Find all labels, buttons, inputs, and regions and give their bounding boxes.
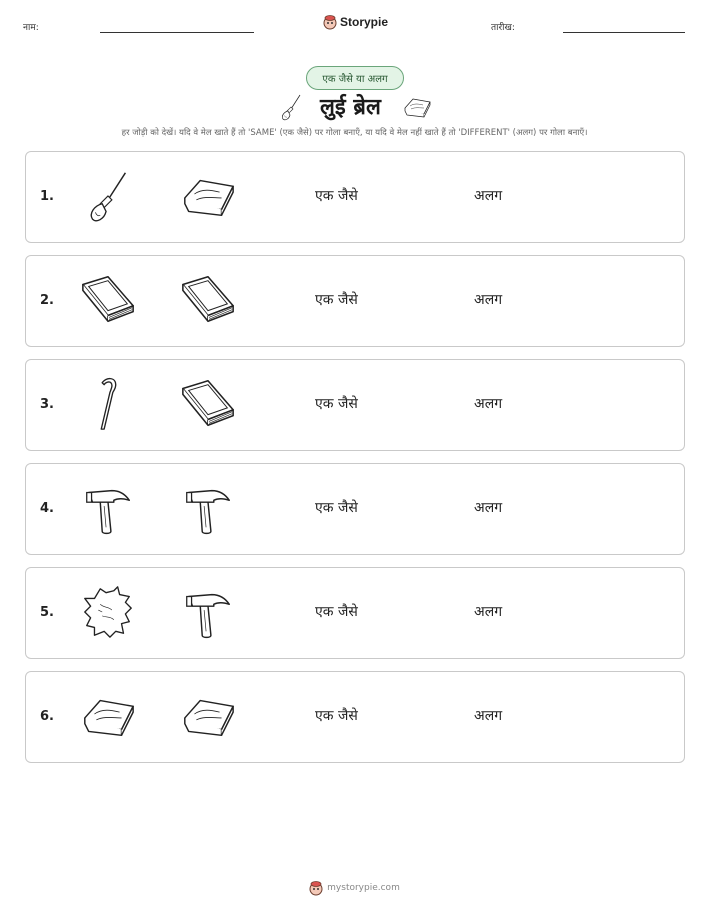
different-option[interactable]: अलग [474, 500, 503, 516]
book-icon [178, 270, 238, 330]
question-row-6 [25, 671, 685, 763]
question-row-2 [25, 255, 685, 347]
page-title: लुई ब्रेल [320, 95, 381, 120]
different-option[interactable]: अलग [474, 708, 503, 724]
name-line [100, 32, 254, 33]
awl-icon [78, 166, 138, 226]
question-number: 5. [40, 605, 54, 620]
hammer-icon [178, 478, 238, 538]
worksheet-header [0, 0, 709, 50]
slate-icon [178, 686, 238, 746]
worksheet-type-badge: एक जैसे या अलग [306, 66, 404, 90]
question-row-1 [25, 151, 685, 243]
hammer-icon [178, 582, 238, 642]
awl-icon [276, 92, 306, 122]
date-line [563, 32, 685, 33]
question-row-5 [25, 567, 685, 659]
same-option[interactable]: एक जैसे [315, 604, 358, 620]
same-option[interactable]: एक जैसे [315, 708, 358, 724]
question-row-4 [25, 463, 685, 555]
different-option[interactable]: अलग [474, 188, 503, 204]
same-option[interactable]: एक जैसे [315, 500, 358, 516]
cane-icon [78, 374, 138, 434]
question-number: 1. [40, 189, 54, 204]
slate-icon [178, 166, 238, 226]
footer-site: mystorypie.com [327, 883, 400, 893]
question-number: 3. [40, 397, 54, 412]
brand-logo [323, 14, 388, 30]
different-option[interactable]: अलग [474, 396, 503, 412]
instructions: हर जोड़ी को देखें। यदि वे मेल खाते हैं तो 'SAME' (एक जैसे) पर गोला बनाएँ, या यदि वे मेल नहीं खाते हैं तो 'DIFFERENT' (अलग) पर गोला बनाएँ। [121, 128, 588, 138]
question-number: 4. [40, 501, 54, 516]
different-option[interactable]: अलग [474, 604, 503, 620]
name-label: नाम: [23, 23, 39, 33]
question-row-3 [25, 359, 685, 451]
question-number: 6. [40, 709, 54, 724]
leather-hide-icon [78, 582, 138, 642]
question-number: 2. [40, 293, 54, 308]
storypie-mascot-icon [323, 14, 337, 30]
same-option[interactable]: एक जैसे [315, 396, 358, 412]
book-icon [78, 270, 138, 330]
book-icon [178, 374, 238, 434]
same-option[interactable]: एक जैसे [315, 292, 358, 308]
brand-name: Storypie [340, 15, 389, 29]
different-option[interactable]: अलग [474, 292, 503, 308]
slate-icon [402, 92, 432, 122]
slate-icon [78, 686, 138, 746]
storypie-mascot-icon [309, 880, 323, 896]
date-label: तारीख: [491, 23, 515, 33]
footer [0, 880, 709, 896]
title-row [0, 88, 709, 124]
hammer-icon [78, 478, 138, 538]
same-option[interactable]: एक जैसे [315, 188, 358, 204]
